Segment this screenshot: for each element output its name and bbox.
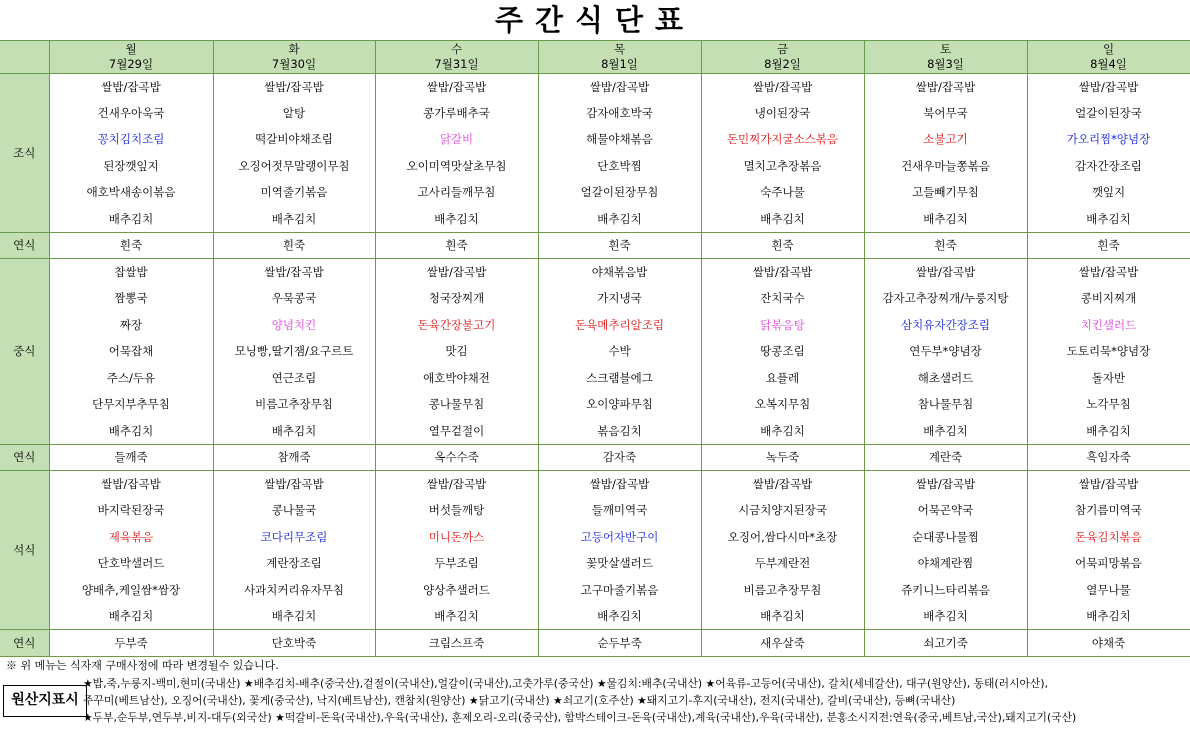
menu-item: 스크램블에그 — [538, 365, 701, 392]
meal-label: 조식 — [0, 73, 49, 232]
menu-item: 쌀밥/잡곡밥 — [1027, 73, 1190, 100]
origin-info — [83, 675, 1187, 726]
menu-item: 쌀밥/잡곡밥 — [701, 471, 864, 498]
menu-item: 쌀밥/잡곡밥 — [864, 471, 1027, 498]
menu-item: 가오리찜*양념장 — [1027, 126, 1190, 153]
menu-item: 해물야채볶음 — [538, 126, 701, 153]
menu-item: 고들빼기무침 — [864, 179, 1027, 206]
menu-item: 배추김치 — [538, 206, 701, 233]
menu-item: 돈육김치볶음 — [1027, 524, 1190, 551]
day-header-row — [0, 41, 1190, 73]
menu-item: 얼갈이된장무침 — [538, 179, 701, 206]
menu-item: 흑임자죽 — [1027, 444, 1190, 471]
menu-item: 옥수수죽 — [375, 444, 538, 471]
menu-item: 배추김치 — [213, 206, 375, 233]
menu-item: 쥬키니느타리볶음 — [864, 577, 1027, 604]
menu-item: 알탕 — [213, 100, 375, 127]
menu-item: 찹쌀밥 — [49, 259, 213, 286]
menu-row — [0, 524, 1190, 551]
menu-item: 참나물무침 — [864, 391, 1027, 418]
menu-item: 모닝빵,딸기잼/요구르트 — [213, 338, 375, 365]
menu-item: 감자간장조림 — [1027, 153, 1190, 180]
menu-row — [0, 365, 1190, 392]
menu-row — [0, 418, 1190, 445]
menu-row — [0, 471, 1190, 498]
menu-item: 열무나물 — [1027, 577, 1190, 604]
menu-item: 미니돈까스 — [375, 524, 538, 551]
menu-item: 수박 — [538, 338, 701, 365]
menu-item: 건새우아욱국 — [49, 100, 213, 127]
menu-item: 야채볶음밥 — [538, 259, 701, 286]
menu-item: 흰죽 — [538, 232, 701, 259]
menu-row — [0, 338, 1190, 365]
page-title: 주간식단표 — [0, 0, 1190, 41]
menu-item: 쌀밥/잡곡밥 — [213, 471, 375, 498]
day-header — [213, 41, 375, 73]
menu-item: 쌀밥/잡곡밥 — [538, 73, 701, 100]
menu-item: 양상추샐러드 — [375, 577, 538, 604]
menu-item: 콩가루배추국 — [375, 100, 538, 127]
menu-item: 연두부*양념장 — [864, 338, 1027, 365]
menu-item: 쌀밥/잡곡밥 — [49, 471, 213, 498]
meal-label: 중식 — [0, 259, 49, 445]
menu-item: 고사리들깨무침 — [375, 179, 538, 206]
menu-item: 도토리묵*양념장 — [1027, 338, 1190, 365]
menu-item: 들깨미역국 — [538, 497, 701, 524]
menu-item: 돌자반 — [1027, 365, 1190, 392]
day-date: 8월2일 — [764, 56, 801, 71]
menu-item: 흰죽 — [701, 232, 864, 259]
menu-item: 돈육메추리알조림 — [538, 312, 701, 339]
meal-label: 연식 — [0, 630, 49, 657]
menu-item: 맛김 — [375, 338, 538, 365]
menu-item: 어묵잡채 — [49, 338, 213, 365]
menu-item: 잔치국수 — [701, 285, 864, 312]
menu-item: 노각무침 — [1027, 391, 1190, 418]
menu-item: 배추김치 — [864, 418, 1027, 445]
menu-item: 야채죽 — [1027, 630, 1190, 657]
menu-item: 흰죽 — [375, 232, 538, 259]
menu-item: 두부계란전 — [701, 550, 864, 577]
menu-item: 오복지무침 — [701, 391, 864, 418]
menu-item: 쌀밥/잡곡밥 — [1027, 471, 1190, 498]
menu-item: 감자애호박국 — [538, 100, 701, 127]
menu-item: 사과치커리유자무침 — [213, 577, 375, 604]
menu-item: 코다리무조림 — [213, 524, 375, 551]
menu-item: 연근조림 — [213, 365, 375, 392]
menu-item: 단호박샐러드 — [49, 550, 213, 577]
menu-item: 닭갈비 — [375, 126, 538, 153]
menu-item: 두부조림 — [375, 550, 538, 577]
menu-item: 돈민찌가지굴소스볶음 — [701, 126, 864, 153]
menu-item: 우묵콩국 — [213, 285, 375, 312]
meal-label: 연식 — [0, 444, 49, 471]
menu-item: 쌀밥/잡곡밥 — [49, 73, 213, 100]
menu-row — [0, 153, 1190, 180]
menu-item: 야채계란찜 — [864, 550, 1027, 577]
weekly-menu-table — [0, 41, 1190, 657]
menu-body — [0, 73, 1190, 656]
menu-item: 흰죽 — [864, 232, 1027, 259]
menu-item: 오이미역맛살초무침 — [375, 153, 538, 180]
day-header — [864, 41, 1027, 73]
menu-item: 쌀밥/잡곡밥 — [213, 259, 375, 286]
menu-row — [0, 630, 1190, 657]
menu-item: 배추김치 — [1027, 603, 1190, 630]
menu-item: 배추김치 — [213, 603, 375, 630]
menu-item: 쌀밥/잡곡밥 — [1027, 259, 1190, 286]
day-name: 화 — [288, 41, 300, 56]
menu-item: 배추김치 — [375, 206, 538, 233]
menu-item: 흰죽 — [49, 232, 213, 259]
menu-row — [0, 577, 1190, 604]
origin-line: ★밥,죽,누룽지-백미,현미(국내산) ★배추김치-배추(중국산),겉절이(국내산),얼갈이(국내산),고춧가루(중국산) ★물김치:배추(국내산) ★어육류-고등어(국내산), 갈치(세네갈산), 대구(원양산), 동태(러시아산), — [83, 677, 1048, 690]
menu-item: 감자죽 — [538, 444, 701, 471]
menu-item: 콩나물무침 — [375, 391, 538, 418]
menu-item: 배추김치 — [49, 603, 213, 630]
menu-item: 해초샐러드 — [864, 365, 1027, 392]
menu-item: 참깨죽 — [213, 444, 375, 471]
menu-row — [0, 179, 1190, 206]
menu-item: 짬뽕국 — [49, 285, 213, 312]
menu-item: 청국장찌개 — [375, 285, 538, 312]
menu-item: 닭볶음탕 — [701, 312, 864, 339]
day-name: 금 — [776, 41, 789, 56]
menu-row — [0, 206, 1190, 233]
menu-item: 순두부죽 — [538, 630, 701, 657]
menu-item: 배추김치 — [864, 603, 1027, 630]
day-name: 월 — [125, 41, 137, 56]
meal-label: 연식 — [0, 232, 49, 259]
menu-item: 두부죽 — [49, 630, 213, 657]
menu-item: 양념치킨 — [213, 312, 375, 339]
menu-item: 감자고추장찌개/누룽지탕 — [864, 285, 1027, 312]
menu-item: 버섯들깨탕 — [375, 497, 538, 524]
menu-item: 콩나물국 — [213, 497, 375, 524]
menu-item: 양배추,케일쌈*쌈장 — [49, 577, 213, 604]
menu-item: 콩비지찌개 — [1027, 285, 1190, 312]
menu-item: 쌀밥/잡곡밥 — [213, 73, 375, 100]
menu-item: 냉이된장국 — [701, 100, 864, 127]
menu-item: 쌀밥/잡곡밥 — [538, 471, 701, 498]
menu-row — [0, 232, 1190, 259]
menu-item: 배추김치 — [49, 418, 213, 445]
menu-change-note: ※ 위 메뉴는 식자재 구매사정에 따라 변경될수 있습니다. — [6, 659, 279, 672]
menu-item: 건새우마늘쫑볶음 — [864, 153, 1027, 180]
menu-item: 삼치유자간장조림 — [864, 312, 1027, 339]
menu-item: 제육볶음 — [49, 524, 213, 551]
menu-item: 오징어젓무말랭이무침 — [213, 153, 375, 180]
menu-item: 쌀밥/잡곡밥 — [701, 259, 864, 286]
menu-item: 배추김치 — [1027, 418, 1190, 445]
menu-item: 바지락된장국 — [49, 497, 213, 524]
menu-row — [0, 100, 1190, 127]
menu-item: 오이양파무침 — [538, 391, 701, 418]
menu-item: 크림스프죽 — [375, 630, 538, 657]
origin-label: 원산지표시 — [3, 685, 87, 717]
day-name: 토 — [939, 41, 952, 56]
menu-item: 배추김치 — [49, 206, 213, 233]
menu-item: 고구마줄기볶음 — [538, 577, 701, 604]
menu-row — [0, 603, 1190, 630]
day-header — [1027, 41, 1190, 73]
day-date: 7월30일 — [271, 56, 317, 71]
day-date: 7월31일 — [434, 56, 479, 71]
menu-row — [0, 285, 1190, 312]
menu-item: 소불고기 — [864, 126, 1027, 153]
menu-row — [0, 444, 1190, 471]
menu-item: 주스/두유 — [49, 365, 213, 392]
menu-item: 숙주나물 — [701, 179, 864, 206]
menu-item: 깻잎지 — [1027, 179, 1190, 206]
menu-item: 고등어자반구이 — [538, 524, 701, 551]
menu-item: 배추김치 — [375, 603, 538, 630]
menu-item: 열무겉절이 — [375, 418, 538, 445]
day-date: 8월1일 — [601, 56, 638, 71]
menu-item: 짜장 — [49, 312, 213, 339]
day-header — [49, 41, 213, 73]
menu-item: 단무지부추무침 — [49, 391, 213, 418]
menu-item: 얼갈이된장국 — [1027, 100, 1190, 127]
menu-row — [0, 391, 1190, 418]
day-date: 8월3일 — [927, 56, 964, 71]
menu-item: 단호박죽 — [213, 630, 375, 657]
menu-item: 배추김치 — [538, 603, 701, 630]
menu-item: 비름고추장무침 — [701, 577, 864, 604]
menu-row — [0, 126, 1190, 153]
menu-item: 참기름미역국 — [1027, 497, 1190, 524]
menu-item: 꽁치김치조림 — [49, 126, 213, 153]
menu-item: 녹두죽 — [701, 444, 864, 471]
menu-item: 배추김치 — [1027, 206, 1190, 233]
day-name: 일 — [1102, 41, 1115, 56]
menu-item: 배추김치 — [701, 206, 864, 233]
menu-item: 떡갈비야채조림 — [213, 126, 375, 153]
menu-item: 시금치양지된장국 — [701, 497, 864, 524]
origin-line: 주꾸미(베트남산), 오징어(국내산), 꽃게(중국산), 낙지(베트남산), 캔참치(원양산) ★닭고기(국내산) ★쇠고기(호주산) ★돼지고기-후지(국내산), 전지(국내산), 갈비(국내산), 등뼈(국내산) — [83, 694, 956, 707]
menu-item: 쌀밥/잡곡밥 — [701, 73, 864, 100]
menu-item: 요플레 — [701, 365, 864, 392]
menu-item: 오징어,쌈다시마*초장 — [701, 524, 864, 551]
day-date: 7월29일 — [108, 56, 154, 71]
menu-item: 어묵피망볶음 — [1027, 550, 1190, 577]
menu-item: 볶음김치 — [538, 418, 701, 445]
menu-item: 가지냉국 — [538, 285, 701, 312]
day-date: 8월4일 — [1090, 56, 1127, 71]
menu-row — [0, 497, 1190, 524]
menu-item: 계란죽 — [864, 444, 1027, 471]
menu-row — [0, 550, 1190, 577]
menu-item: 땅콩조림 — [701, 338, 864, 365]
day-name: 목 — [613, 41, 626, 56]
menu-item: 배추김치 — [864, 206, 1027, 233]
menu-item: 돈육간장불고기 — [375, 312, 538, 339]
menu-item: 순대콩나물찜 — [864, 524, 1027, 551]
menu-item: 새우살죽 — [701, 630, 864, 657]
menu-item: 계란장조림 — [213, 550, 375, 577]
menu-item: 된장깻잎지 — [49, 153, 213, 180]
menu-row — [0, 312, 1190, 339]
menu-item: 들깨죽 — [49, 444, 213, 471]
menu-item: 쌀밥/잡곡밥 — [375, 259, 538, 286]
menu-item: 쇠고기죽 — [864, 630, 1027, 657]
meal-label: 석식 — [0, 471, 49, 630]
menu-item: 배추김치 — [701, 418, 864, 445]
menu-item: 쌀밥/잡곡밥 — [864, 259, 1027, 286]
menu-row — [0, 259, 1190, 286]
menu-item: 흰죽 — [213, 232, 375, 259]
menu-item: 비름고추장무침 — [213, 391, 375, 418]
menu-item: 어묵곤약국 — [864, 497, 1027, 524]
origin-line: ★두부,순두부,연두부,비지-대두(외국산) ★떡갈비-돈육(국내산),우육(국내산), 훈제오리-오리(중국산), 함박스테이크-돈육(국내산),계육(국내산),우육(국내산), 분홍소시지전:연육(중국,베트남,국산),돼지고기(국산) — [83, 711, 1077, 724]
menu-item: 배추김치 — [701, 603, 864, 630]
menu-item: 쌀밥/잡곡밥 — [375, 471, 538, 498]
menu-item: 치킨샐러드 — [1027, 312, 1190, 339]
menu-item: 흰죽 — [1027, 232, 1190, 259]
header-corner — [0, 41, 49, 73]
day-name: 수 — [450, 41, 463, 56]
menu-item: 북어무국 — [864, 100, 1027, 127]
menu-item: 단호박찜 — [538, 153, 701, 180]
menu-item: 쌀밥/잡곡밥 — [864, 73, 1027, 100]
menu-row — [0, 73, 1190, 100]
menu-item: 쌀밥/잡곡밥 — [375, 73, 538, 100]
menu-item: 애호박새송이볶음 — [49, 179, 213, 206]
menu-item: 애호박야채전 — [375, 365, 538, 392]
menu-item: 배추김치 — [213, 418, 375, 445]
day-header — [701, 41, 864, 73]
day-header — [375, 41, 538, 73]
menu-item: 꽃맛살샐러드 — [538, 550, 701, 577]
menu-item: 미역줄기볶음 — [213, 179, 375, 206]
menu-item: 멸치고추장볶음 — [701, 153, 864, 180]
day-header — [538, 41, 701, 73]
